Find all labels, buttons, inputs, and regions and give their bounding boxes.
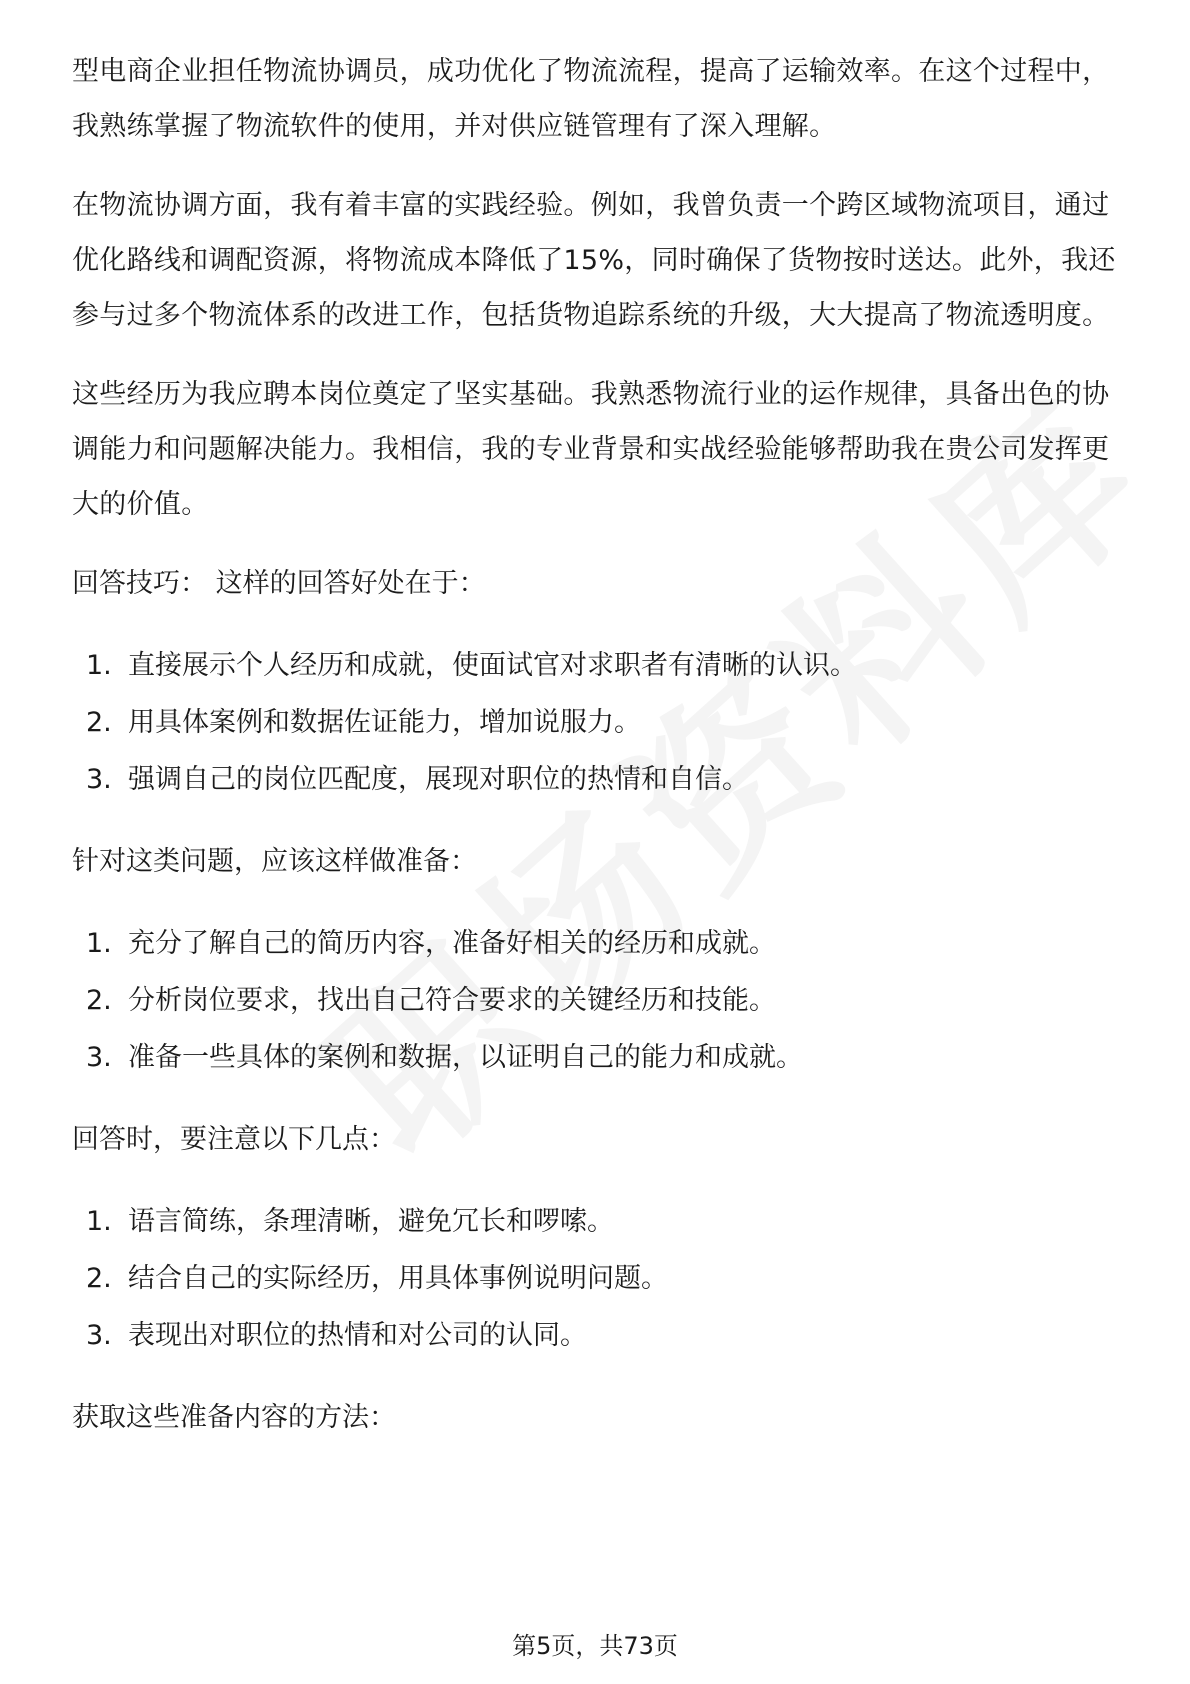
tips-list <box>72 637 1120 808</box>
list-item: 1. 充分了解自己的简历内容，准备好相关的经历和成就。 <box>86 928 776 959</box>
tips-heading: 回答技巧： 这样的回答好处在于： <box>72 568 486 599</box>
list-item: 2. 用具体案例和数据佐证能力，增加说服力。 <box>86 707 641 738</box>
list-item: 2. 分析岗位要求，找出自己符合要求的关键经历和技能。 <box>86 985 776 1016</box>
page-number: 第5页，共73页 <box>512 1632 678 1660</box>
paragraph-logistics: 在物流协调方面，我有着丰富的实践经验。例如，我曾负责一个跨区域物流项目，通过优化路线和调配资源，将物流成本降低了15%，同时确保了货物按时送达。此外，我还参与过多个物流体系的改进工作，包括货物追踪系统的升级，大大提高了物流透明度。 <box>72 190 1116 331</box>
notes-list <box>72 1193 1120 1364</box>
list-item: 3. 表现出对职位的热情和对公司的认同。 <box>86 1320 587 1351</box>
list-item: 3. 准备一些具体的案例和数据，以证明自己的能力和成就。 <box>86 1042 803 1073</box>
notes-heading: 回答时，要注意以下几点： <box>72 1124 396 1155</box>
list-item: 1. 直接展示个人经历和成就，使面试官对求职者有清晰的认识。 <box>86 650 857 681</box>
list-item: 1. 语言简练，条理清晰，避免冗长和啰嗦。 <box>86 1206 614 1237</box>
method-heading: 获取这些准备内容的方法： <box>72 1402 396 1433</box>
list-item: 2. 结合自己的实际经历，用具体事例说明问题。 <box>86 1263 668 1294</box>
document-body <box>72 44 1120 1471</box>
prepare-list <box>72 915 1120 1086</box>
list-item: 3. 强调自己的岗位匹配度，展现对职位的热情和自信。 <box>86 764 749 795</box>
paragraph-foundation: 这些经历为我应聘本岗位奠定了坚实基础。我熟悉物流行业的运作规律，具备出色的协调能力和问题解决能力。我相信，我的专业背景和实战经验能够帮助我在贵公司发挥更大的价值。 <box>72 379 1110 520</box>
prepare-heading: 针对这类问题，应该这样做准备： <box>72 846 477 877</box>
paragraph-experience: 型电商企业担任物流协调员，成功优化了物流流程，提高了运输效率。在这个过程中，我熟练掌握了物流软件的使用，并对供应链管理有了深入理解。 <box>72 56 1110 142</box>
